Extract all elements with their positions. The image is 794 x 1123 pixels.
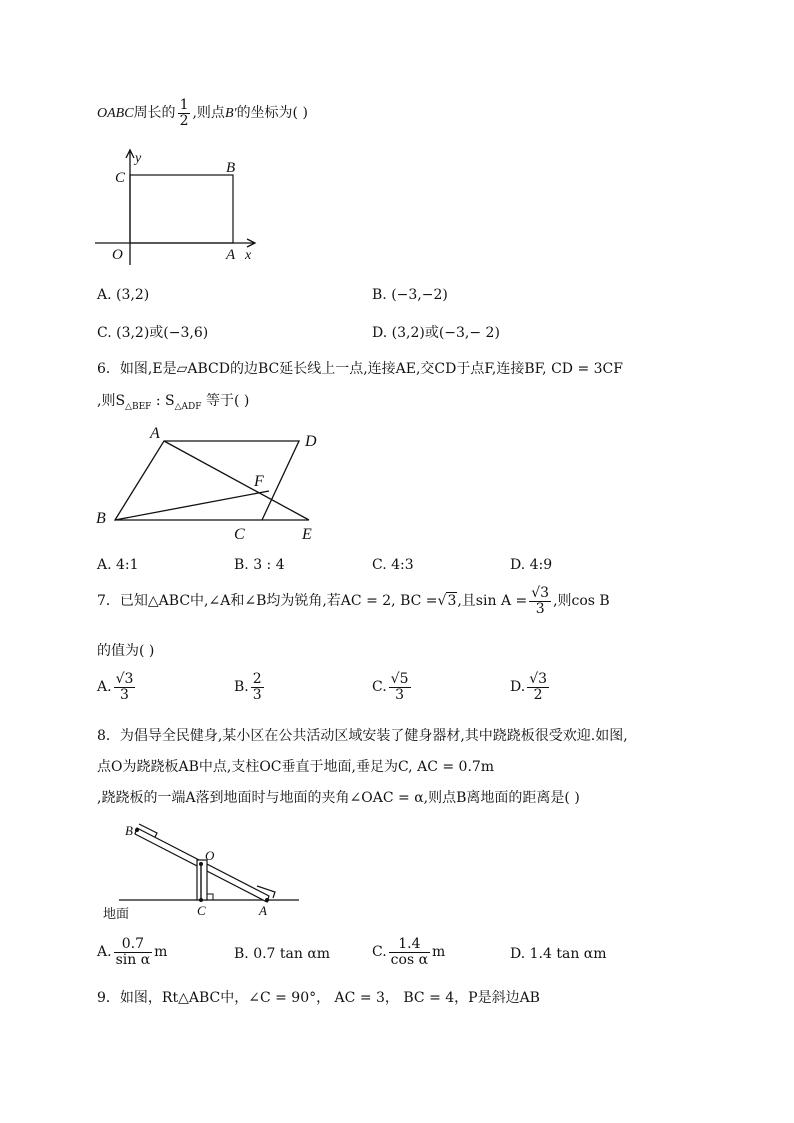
segment-ae: [164, 441, 309, 520]
q6-stem-line2: ,则$S_{\triangle BEF}$ : $S_{\triangle ADF}$ 等于( ): [97, 393, 250, 412]
q5-half-fraction: $\frac{1}{2}$: [179, 97, 189, 129]
q7-option-d[interactable]: D. $\frac{√3}{2}$: [510, 671, 548, 703]
label-c: C: [197, 903, 206, 918]
label-ground: 地面: [103, 907, 130, 922]
q6-parallelogram-figure: [92, 422, 332, 544]
q5-coordinate-figure: [90, 145, 270, 270]
q8-option-d[interactable]: D. 1.4 tan αm: [510, 946, 607, 962]
q5-shape-name: OABC: [97, 106, 134, 122]
q5-option-c[interactable]: C. (3,2)或(−3,6): [97, 325, 209, 341]
q8-stem-line1: 8．为倡导全民健身,某小区在公共活动区域安装了健身器材,其中跷跷板很受欢迎.如图,: [97, 728, 628, 744]
label-a: A: [150, 425, 160, 442]
q8-seesaw-figure: [97, 818, 307, 923]
label-f: F: [254, 473, 264, 490]
q7-stem-line1: 7．已知△ABC中,∠A和∠B均为锐角,若AC = 2, BC =√3,且sin A = $\frac{√3}{3}$ ,则cos B: [97, 585, 610, 617]
label-b: B: [96, 510, 106, 527]
segment-bf: [115, 491, 269, 520]
sqrt-3: √3: [437, 593, 457, 610]
q6-option-b[interactable]: B. 3 : 4: [234, 557, 285, 573]
label-c: C: [115, 170, 126, 186]
label-a: A: [226, 247, 236, 263]
q7-stem-line2: 的值为( ): [97, 643, 155, 659]
rectangle-oabc: [130, 175, 233, 243]
q6-option-c[interactable]: C. 4:3: [372, 557, 414, 573]
label-e: E: [302, 526, 312, 543]
label-o: O: [112, 247, 123, 263]
q8-option-c[interactable]: C. $\frac{1.4}{\text{cos α}}$ m: [372, 936, 446, 968]
q5-option-b[interactable]: B. (−3,−2): [372, 287, 448, 303]
q5-option-a[interactable]: A. (3,2): [97, 287, 150, 303]
label-b: B: [226, 160, 236, 176]
label-b: B: [125, 823, 133, 838]
right-angle-mark: [207, 894, 213, 900]
q7-sin-fraction: $\frac{√3}{3}$: [531, 585, 550, 617]
label-a: A: [259, 903, 267, 918]
q5-stem: OABC周长的 $\frac{1}{2}$ ,则点B′的坐标为( ): [97, 97, 308, 129]
q7-option-b[interactable]: B. $\frac{2}{3}$: [234, 671, 262, 703]
label-y: y: [135, 151, 142, 166]
label-c: C: [234, 526, 245, 543]
q5-option-d[interactable]: D. (3,2)或(−3,− 2): [372, 325, 500, 341]
q6-option-a[interactable]: A. 4:1: [97, 557, 139, 573]
q8-stem-line3: ,跷跷板的一端A落到地面时与地面的夹角∠OAC = α,则点B离地面的距离是( ): [97, 790, 580, 806]
pillar-oc: [197, 860, 207, 900]
q8-option-b[interactable]: B. 0.7 tan αm: [234, 946, 331, 962]
label-o: O: [205, 848, 215, 863]
q8-stem-line2: 点O为跷跷板AB中点,支柱OC垂直于地面,垂足为C, AC = 0.7m: [97, 759, 495, 775]
q9-stem-line1: 9．如图，Rt△ABC中，∠C = 90°， AC = 3， BC = 4，P是斜边AB: [97, 990, 540, 1006]
label-d: D: [305, 433, 317, 450]
q8-option-a[interactable]: A. $\frac{0.7}{\text{sin α}}$ m: [97, 936, 168, 968]
q7-option-a[interactable]: A. $\frac{√3}{3}$: [97, 671, 134, 703]
label-x: x: [245, 248, 252, 263]
q7-option-c[interactable]: C. $\frac{√5}{3}$: [372, 671, 409, 703]
q6-stem-line1: 6．如图,E是▱ABCD的边BC延长线上一点,连接AE,交CD于点F,连接BF, CD = 3CF: [97, 361, 623, 377]
q6-option-d[interactable]: D. 4:9: [510, 557, 553, 573]
parallelogram-abcd: [115, 441, 299, 520]
